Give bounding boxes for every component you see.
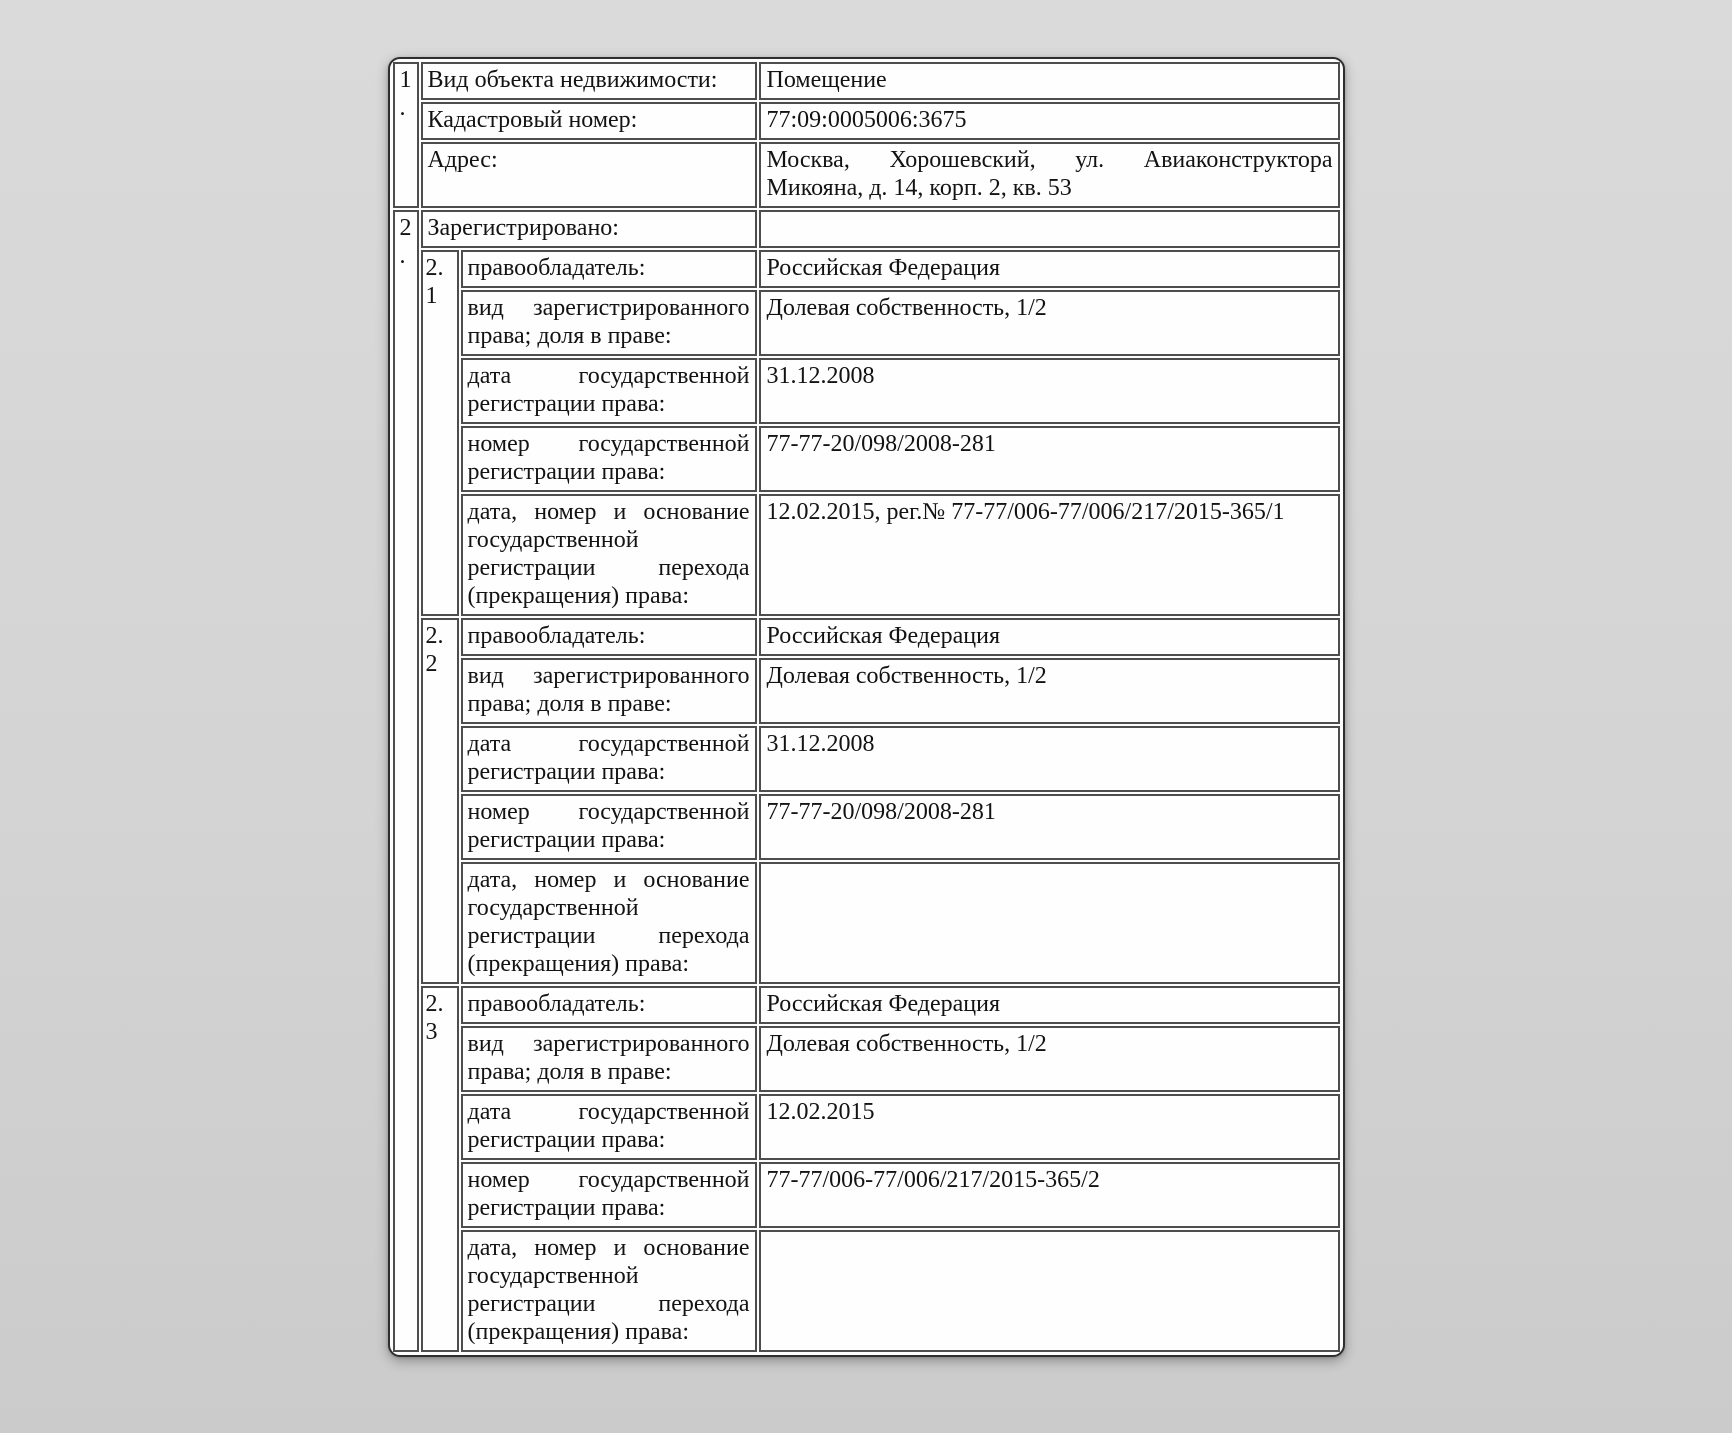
field-value: Долевая собственность, 1/2 <box>759 1026 1340 1092</box>
table-row <box>393 658 1340 724</box>
field-label: вид зарегистрированного права; доля в праве: <box>461 1026 757 1092</box>
field-value <box>759 210 1340 248</box>
table-row <box>393 358 1340 424</box>
field-value: Долевая собственность, 1/2 <box>759 658 1340 724</box>
field-label: правообладатель: <box>461 250 757 288</box>
section-number: 2. <box>393 210 419 1352</box>
field-value: Российская Федерация <box>759 986 1340 1024</box>
field-label: дата, номер и основание государственной регистрации перехода (прекращения) права: <box>461 1230 757 1352</box>
field-label: дата государственной регистрации права: <box>461 358 757 424</box>
field-value <box>759 1230 1340 1352</box>
table-row <box>393 142 1340 208</box>
table-row <box>393 726 1340 792</box>
table-row <box>393 210 1340 248</box>
entry-number: 2.3 <box>421 986 459 1352</box>
table-row <box>393 494 1340 616</box>
section-number: 1. <box>393 62 419 208</box>
field-label: вид зарегистрированного права; доля в праве: <box>461 290 757 356</box>
field-value: 77-77/006-77/006/217/2015-365/2 <box>759 1162 1340 1228</box>
field-value: 77:09:0005006:3675 <box>759 102 1340 140</box>
table-row <box>393 794 1340 860</box>
field-label: правообладатель: <box>461 986 757 1024</box>
field-value: Долевая собственность, 1/2 <box>759 290 1340 356</box>
field-value <box>759 862 1340 984</box>
table-row <box>393 290 1340 356</box>
field-value: 31.12.2008 <box>759 726 1340 792</box>
field-value: 12.02.2015, рег.№ 77-77/006-77/006/217/2015-365/1 <box>759 494 1340 616</box>
field-label: дата, номер и основание государственной регистрации перехода (прекращения) права: <box>461 862 757 984</box>
field-label: Адрес: <box>421 142 757 208</box>
table-row <box>393 250 1340 288</box>
table-row <box>393 986 1340 1024</box>
field-value: 12.02.2015 <box>759 1094 1340 1160</box>
field-value: 77-77-20/098/2008-281 <box>759 794 1340 860</box>
table-row <box>393 62 1340 100</box>
document-page <box>388 57 1345 1357</box>
property-record-table <box>391 60 1342 1354</box>
field-value: 31.12.2008 <box>759 358 1340 424</box>
entry-number: 2.2 <box>421 618 459 984</box>
entry-number: 2.1 <box>421 250 459 616</box>
field-label: правообладатель: <box>461 618 757 656</box>
field-label: номер государственной регистрации права: <box>461 1162 757 1228</box>
field-label: вид зарегистрированного права; доля в праве: <box>461 658 757 724</box>
field-label: Зарегистрировано: <box>421 210 757 248</box>
table-row <box>393 1162 1340 1228</box>
table-row <box>393 102 1340 140</box>
field-label: Вид объекта недвижимости: <box>421 62 757 100</box>
field-value: Российская Федерация <box>759 618 1340 656</box>
field-value: 77-77-20/098/2008-281 <box>759 426 1340 492</box>
field-label: номер государственной регистрации права: <box>461 426 757 492</box>
table-row <box>393 618 1340 656</box>
field-value: Российская Федерация <box>759 250 1340 288</box>
table-row <box>393 1094 1340 1160</box>
table-row <box>393 1026 1340 1092</box>
field-value: Помещение <box>759 62 1340 100</box>
table-row <box>393 426 1340 492</box>
table-row <box>393 1230 1340 1352</box>
field-value: Москва, Хорошевский, ул. Авиаконструктора Микояна, д. 14, корп. 2, кв. 53 <box>759 142 1340 208</box>
table-row <box>393 862 1340 984</box>
field-label: номер государственной регистрации права: <box>461 794 757 860</box>
field-label: дата государственной регистрации права: <box>461 726 757 792</box>
field-label: дата государственной регистрации права: <box>461 1094 757 1160</box>
field-label: Кадастровый номер: <box>421 102 757 140</box>
field-label: дата, номер и основание государственной регистрации перехода (прекращения) права: <box>461 494 757 616</box>
